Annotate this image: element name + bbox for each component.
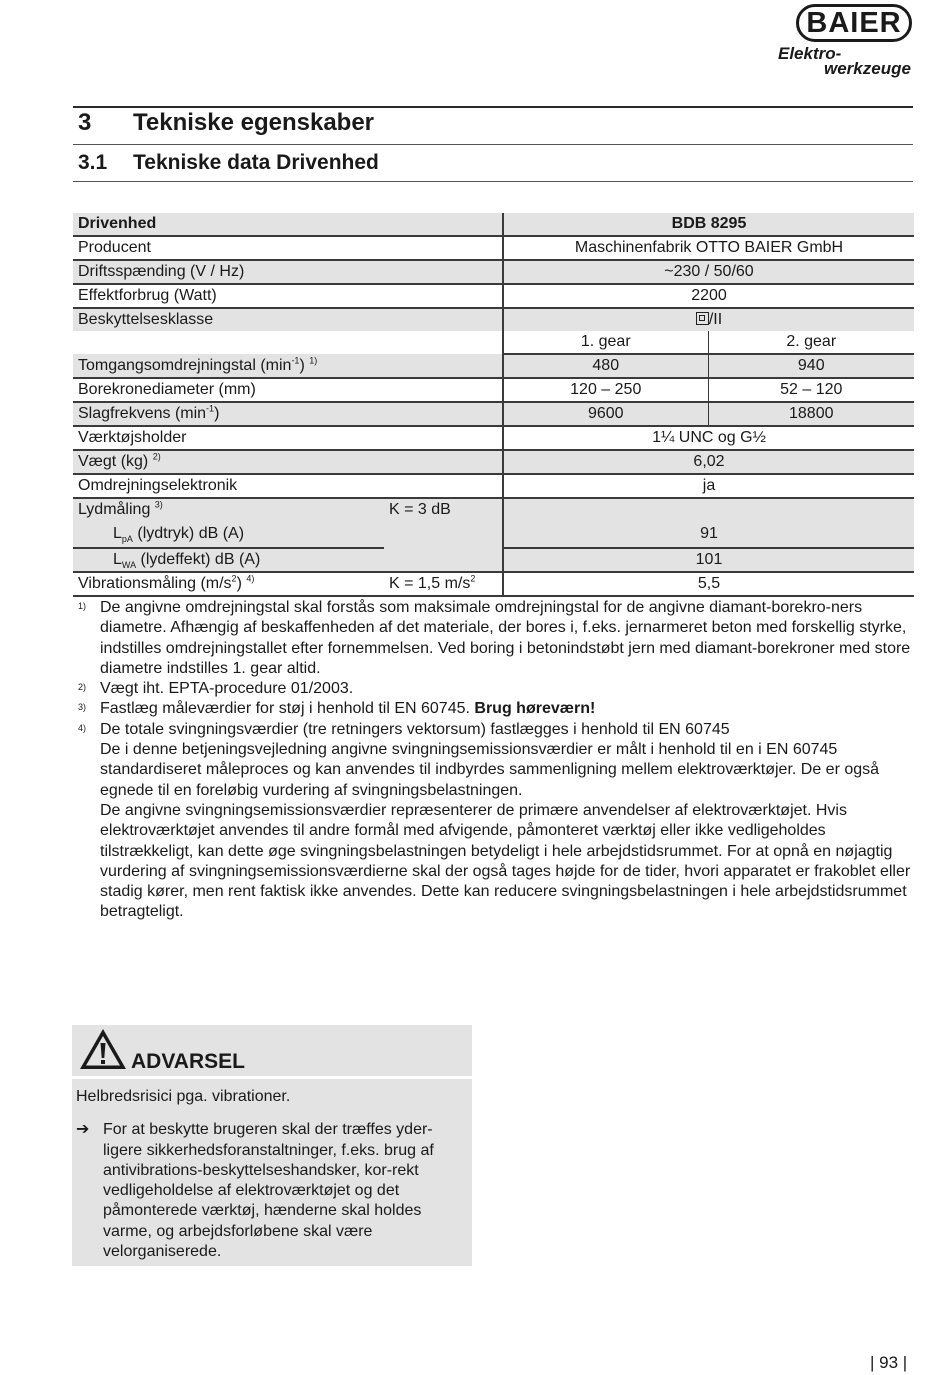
footnote-number: 3) xyxy=(78,702,87,713)
gear-1-header: 1. gear xyxy=(503,331,708,354)
section-heading xyxy=(78,109,374,137)
spec-table xyxy=(73,213,914,597)
subsection-heading xyxy=(78,151,379,175)
row-label: Vægt (kg) $^{2)}$ xyxy=(73,450,503,474)
row-value: ja xyxy=(503,474,914,498)
footnote xyxy=(78,679,914,699)
table-row xyxy=(73,498,914,521)
row-label: Producent xyxy=(73,236,503,260)
table-row xyxy=(73,450,914,474)
row-value: 91 xyxy=(503,521,914,548)
row-value xyxy=(503,308,914,331)
table-row xyxy=(73,308,914,331)
footnote-text: De totale svingningsværdier (tre retningers vektorsum) fastlægges i henhold til EN 60745 De i denne betjeningsvejledning angivne svingningsemissionsværdier er målt i henhold til en i EN 60745 standardiseret måleproces og kan anvendes til indbyrdes sammenligning mellem elektroværktøjer. De er også egnede til en foreløbig vurdering af svingningsbelastningen. De angivne svingningsemissionsværdier repræsenterer de primære anvendelser af elektroværktøjet. Hvis elektroværktøjet anvendes til andre formål med afvigende, påmonteret værktøj eller ikke vedligeholdes tilstrækkeligt, kan dette øge svingningsbelastningen betydeligt i hele arbejdstidsrummet. For at opnå en nøjagtig vurdering af svingningsemissionsværdierne skal der også tages højde for de tider, hvori apparatet er frakoblet eller stadig kører, men rent faktisk ikke anvendes. Dette kan reducere svingningsbelastningen i hele arbejdstidsrummet betragteligt. xyxy=(100,720,911,921)
row-value-gear-2: 18800 xyxy=(708,402,914,426)
table-row xyxy=(73,284,914,308)
footnote xyxy=(78,720,914,923)
table-row xyxy=(73,426,914,450)
row-value-gear-1: 9600 xyxy=(503,402,708,426)
footnote-text: De angivne omdrejningstal skal forstås som maksimale omdrejningstal for de angivne diamant-borekro-ners diametre. Afhængig af beskaffenheden af det materiale, der bores i, f.eks. jernarmeret beton med forskellig styrke, indstilles omdrejningstallet efter fornemmelsen. Ved boring i betonindstøbt jern med diamant-borekroner med store diametre indstilles 1. gear altid. xyxy=(100,599,911,677)
table-row xyxy=(73,402,914,426)
row-label: $L_{WA}$ (lydeffekt) dB (A) xyxy=(73,548,384,572)
row-value-gear-2: 52 – 120 xyxy=(708,378,914,402)
warning-header xyxy=(72,1025,472,1075)
section-number: 3 xyxy=(78,109,92,136)
top-rule xyxy=(73,106,913,108)
row-value-gear-1: 120 – 250 xyxy=(503,378,708,402)
row-value: 1¼ UNC og G½ xyxy=(503,426,914,450)
row-value-gear-2: 940 xyxy=(708,354,914,378)
row-k-value: K = 3 dB xyxy=(384,498,503,521)
row-label: Værktøjsholder xyxy=(73,426,503,450)
table-row xyxy=(73,572,914,596)
protection-class-value: /II xyxy=(708,311,723,328)
row-label xyxy=(73,331,503,354)
row-label: Vibrationsmåling $(m/s^2)$ $^{4)}$ xyxy=(73,572,384,596)
table-row xyxy=(73,548,914,572)
row-value: 5,5 xyxy=(503,572,914,596)
row-label: Driftsspænding (V / Hz) xyxy=(73,260,503,284)
table-row xyxy=(73,213,914,236)
table-header-label: Drivenhed xyxy=(73,213,503,236)
table-row xyxy=(73,474,914,498)
footnote xyxy=(78,598,914,679)
protection-class-icon xyxy=(696,312,709,325)
baier-logo xyxy=(778,4,918,78)
table-row xyxy=(73,521,914,548)
footnote-number: 1) xyxy=(78,601,87,611)
warning-title: ADVARSEL xyxy=(131,1050,245,1073)
logo-brand: BAIER xyxy=(796,4,912,42)
section-title: Tekniske egenskaber xyxy=(133,109,375,136)
warning-instruction xyxy=(76,1120,464,1262)
footnotes xyxy=(78,598,914,923)
row-label: $L_{pA}$ (lydtryk) dB (A) xyxy=(73,521,384,548)
row-value: ~230 / 50/60 xyxy=(503,260,914,284)
subsection-title: Tekniske data Drivenhed xyxy=(133,151,379,174)
row-label: Beskyttelsesklasse xyxy=(73,308,503,331)
table-row xyxy=(73,331,914,354)
warning-box xyxy=(72,1025,472,1266)
footnote-text: Vægt iht. EPTA-procedure 01/2003. xyxy=(100,680,354,698)
table-row xyxy=(73,354,914,378)
row-label: Borekronediameter (mm) xyxy=(73,378,503,402)
row-label: Lydmåling $^{3)}$ xyxy=(73,498,384,521)
row-value: 101 xyxy=(503,548,914,572)
heading-divider xyxy=(73,144,913,145)
logo-line-2: werkzeuge xyxy=(824,59,911,78)
row-label: Slagfrekvens $(\min^{-1})$ xyxy=(73,402,503,426)
table-row xyxy=(73,378,914,402)
warning-lead: Helbredsrisici pga. vibrationer. xyxy=(76,1088,291,1105)
row-value: 6,02 xyxy=(503,450,914,474)
warning-triangle-icon xyxy=(78,1027,128,1071)
row-k-value: K = 1,5 $m/s^2$ xyxy=(384,572,503,596)
row-value: Maschinenfabrik OTTO BAIER GmbH xyxy=(503,236,914,260)
row-label: Omdrejningselektronik xyxy=(73,474,503,498)
row-label: Effektforbrug (Watt) xyxy=(73,284,503,308)
subsection-number: 3.1 xyxy=(78,151,108,174)
row-value-gear-1: 480 xyxy=(503,354,708,378)
footnote-number: 2) xyxy=(78,682,87,693)
page-number: | 93 | xyxy=(870,1353,908,1372)
table-row xyxy=(73,260,914,284)
footnote xyxy=(78,699,914,719)
table-row xyxy=(73,236,914,260)
warning-divider xyxy=(72,1076,472,1079)
warning-body xyxy=(76,1087,464,1262)
footnote-text: Fastlæg måleværdier for støj i henhold til EN 60745. Brug høreværn! xyxy=(100,700,596,718)
hearing-protection-warning: Brug høreværn! xyxy=(474,700,596,718)
row-label: Tomgangsomdrejningstal $(\min^{-1})$ $^{1)}$ xyxy=(73,354,503,378)
arrow-right-icon: ➔ xyxy=(76,1121,90,1139)
warning-instruction-text: For at beskytte brugeren skal der træffes yder-ligere sikkerhedsforanstaltninger, f.eks. brug af antivibrations-beskyttelseshandsker, kor-rekt vedligeholdelse af elektroværktøjet og det påmonterede værktøj, hænderne skal holdes varme, og arbejdsforløbene skal være velorganiserede. xyxy=(103,1121,434,1261)
row-value: 2200 xyxy=(503,284,914,308)
subsection-divider xyxy=(73,181,913,182)
footnote-number: 4) xyxy=(78,722,87,733)
gear-2-header: 2. gear xyxy=(708,331,914,354)
table-header-model: BDB 8295 xyxy=(503,213,914,236)
logo-line-1: Elektro- xyxy=(778,44,842,63)
